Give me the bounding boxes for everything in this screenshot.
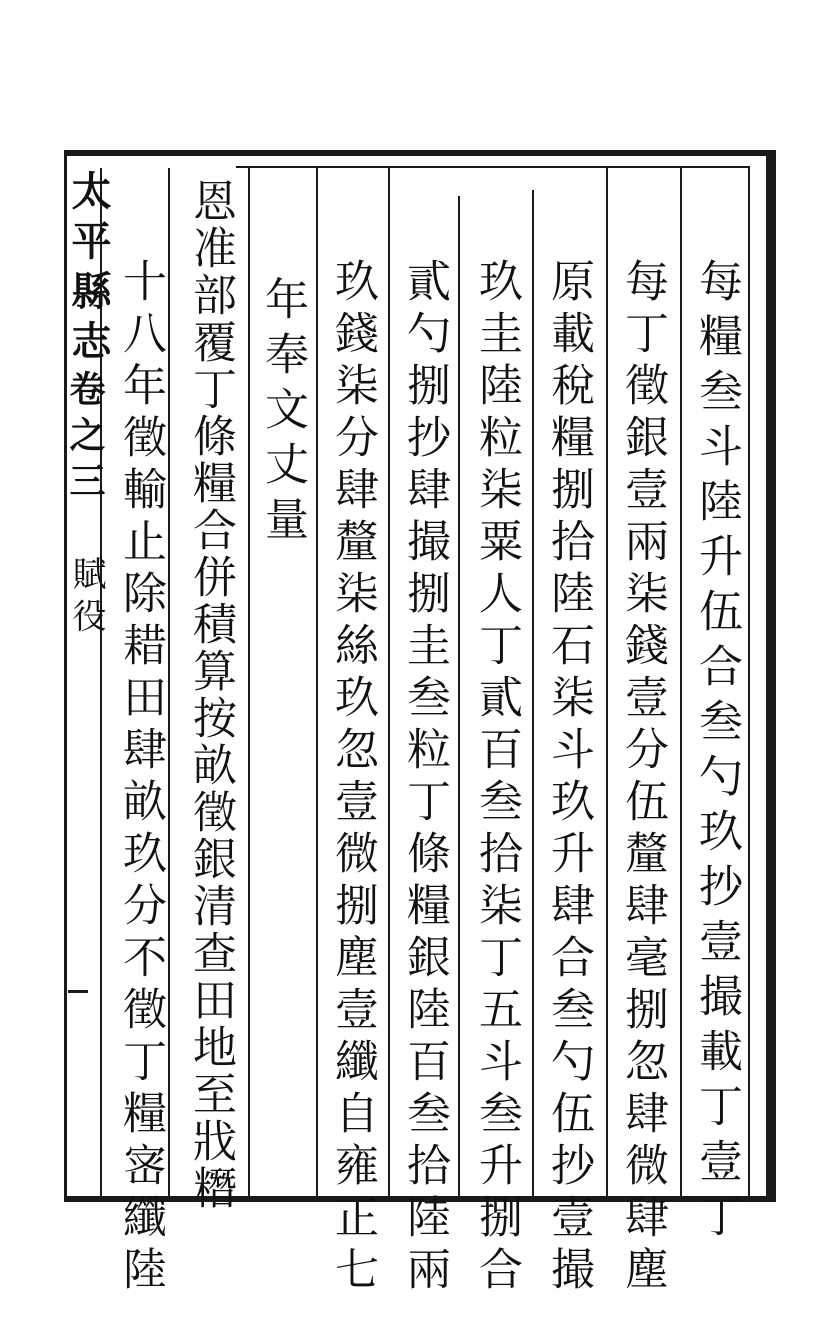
page-border-top bbox=[64, 150, 772, 156]
volume-label: 卷之三 bbox=[64, 370, 106, 508]
column-rule bbox=[316, 168, 318, 1198]
text-column-4: 玖圭陸粒柒粟人丁貳百叁拾柒丁五斗叁升捌合 bbox=[471, 258, 522, 1298]
text-column-5: 貳勺捌抄肆撮捌圭叁粒丁條糧銀陸百叁拾陸兩 bbox=[399, 258, 450, 1298]
text-column-7: 年奉文丈量 bbox=[257, 276, 308, 551]
column-rule bbox=[606, 168, 608, 1198]
text-column-8: 恩准部覆丁條糧合併積算按畝徵銀清查田地至戕糣 bbox=[185, 178, 236, 1212]
column-rule bbox=[168, 168, 170, 1198]
page-border-inner-right bbox=[748, 168, 750, 1200]
column-rule bbox=[680, 168, 682, 1198]
page-border-right bbox=[766, 150, 776, 1202]
text-column-9: 十八年徵輸止除耤田肆畝玖分不徵丁糧宻纖陸 bbox=[115, 258, 166, 1298]
column-rule bbox=[532, 190, 534, 1198]
text-column-3: 原載稅糧捌拾陸石柒斗玖升肆合叁勺伍抄壹撮 bbox=[543, 258, 594, 1298]
column-rule bbox=[248, 168, 250, 1198]
text-column-6: 玖錢柒分肆釐柒絲玖忽壹微捌塵壹纖自雍正七 bbox=[327, 258, 378, 1298]
text-column-1: 每糧叁斗陸升伍合叁勺玖抄壹撮載丁壹丁 bbox=[691, 258, 742, 1248]
column-rule bbox=[458, 196, 460, 1198]
page-mark bbox=[68, 990, 88, 993]
book-title-strip: 太平縣志 bbox=[65, 170, 112, 370]
page-border-inner-top bbox=[236, 166, 750, 168]
section-label: 賦役 bbox=[66, 556, 106, 640]
text-column-2: 每丁徵銀壹兩柒錢壹分伍釐肆毫捌忽肆微肆塵 bbox=[617, 258, 668, 1298]
column-rule bbox=[388, 168, 390, 1198]
